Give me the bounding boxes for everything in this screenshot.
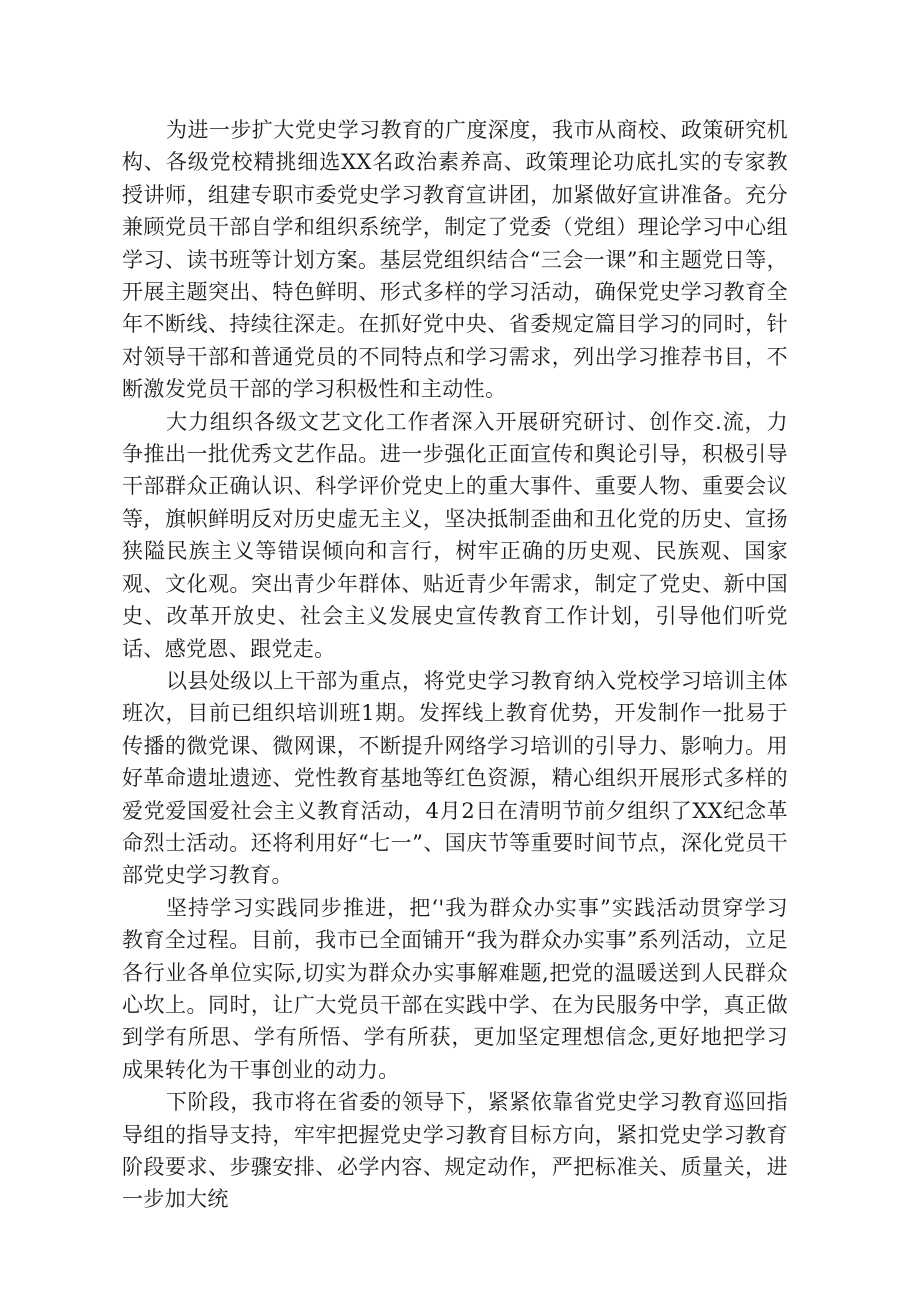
paragraph-next-steps: 下阶段，我市将在省委的领导下，紧紧依靠省党史学习教育巡回指导组的指导支持，牢牢把握党史学习教育目标方向，紧扣党史学习教育阶段要求、步骤安排、必学内容、规定动作，严把标准关、质量关，进一步加大统 [122,1090,788,1212]
paragraph-study-arrangements: 为进一步扩大党史学习教育的广度深度，我市从商校、政策研究机构、各级党校精挑细选XX名政治素养高、政策理论功底扎实的专家教授讲师，组建专职市委党史学习教育宣讲团，加紧做好宣讲准备。充分兼顾党员干部自学和组织系统学，制定了党委（党组）理论学习中心组学习、读书班等计划方案。基层党组织结合“三会一课”和主题党日等，开展主题突出、特色鲜明、形式多样的学习活动，确保党史学习教育全年不断线、持续往深走。在抓好党中央、省委规定篇目学习的同时，针对领导干部和普通党员的不同特点和学习需求，列出学习推荐书目，不断激发党员干部的学习积极性和主动性。 [122,118,788,402]
document-body [122,114,788,1216]
paragraph-cadre-training: 以县处级以上干部为重点，将党史学习教育纳入党校学习培训主体班次，目前已组织培训班1期。发挥线上教育优势，开发制作一批易于传播的微党课、微网课，不断提升网络学习培训的引导力、影响力。用好革命遗址遗迹、党性教育基地等红色资源，精心组织开展形式多样的爱党爱国爱社会主义教育活动，4月2日在清明节前夕组织了XX纪念革命烈士活动。还将利用好“七一”、国庆节等重要时间节点，深化党员干部党史学习教育。 [122,668,788,888]
paragraph-culture-publicity: 大力组织各级文艺文化工作者深入开展研究研讨、创作交.流，力争推出一批优秀文艺作品。进一步强化正面宣传和舆论引导，积极引导干部群众正确认识、科学评价党史上的重大事件、重要人物、重要会议等，旗帜鲜明反对历史虚无主义，坚决抵制歪曲和丑化党的历史、宣扬狭隘民族主义等错误倾向和言行，树牢正确的历史观、民族观、国家观、文化观。突出青少年群体、贴近青少年需求，制定了党史、新中国史、改革开放史、社会主义发展史宣传教育工作计划，引导他们听党话、感党恩、跟党走。 [122,409,788,661]
paragraph-practice-activities: 坚持学习实践同步推进，把‘'我为群众办实事”实践活动贯穿学习教育全过程。目前，我市已全面铺开“我为群众办实事”系列活动，立足各行业各单位实际,切实为群众办实事解难题,把党的温暖送到人民群众心坎上。同时，让广大党员干部在实践中学、在为民服务中学，真正做到学有所思、学有所悟、学有所获，更加坚定理想信念,更好地把学习成果转化为干事创业的动力。 [122,895,788,1082]
